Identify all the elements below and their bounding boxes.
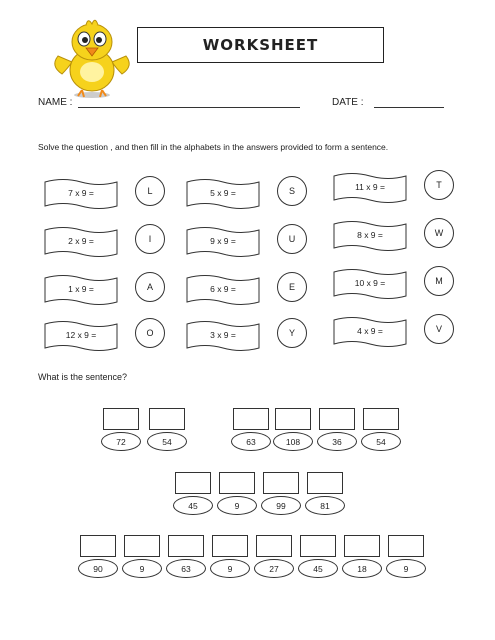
clue-question-text: 3 x 9 =	[210, 330, 236, 340]
answer-letter-box[interactable]	[103, 408, 139, 430]
answer-number: 9	[122, 559, 162, 578]
answer-letter-box[interactable]	[175, 472, 211, 494]
answer-number: 45	[173, 496, 213, 515]
clue-question-text: 12 x 9 =	[65, 330, 97, 340]
clue-question-text: 1 x 9 =	[68, 284, 94, 294]
answer-number: 108	[273, 432, 313, 451]
clue-question-text: 6 x 9 =	[210, 284, 236, 294]
worksheet-title: WORKSHEET	[137, 27, 384, 63]
clue-question-text: 8 x 9 =	[357, 230, 383, 240]
clue-question-text: 7 x 9 =	[68, 188, 94, 198]
answer-letter-box[interactable]	[319, 408, 355, 430]
clue-letter: E	[277, 272, 307, 302]
instructions: Solve the question , and then fill in the alphabets in the answers provided to form a sentence.	[38, 142, 389, 152]
answer-number: 9	[386, 559, 426, 578]
answer-letter-box[interactable]	[124, 535, 160, 557]
answer-number: 63	[231, 432, 271, 451]
clue-question-text: 9 x 9 =	[210, 236, 236, 246]
answer-letter-box[interactable]	[363, 408, 399, 430]
clue-letter: I	[135, 224, 165, 254]
clue-letter: T	[424, 170, 454, 200]
clue-question-text: 10 x 9 =	[354, 278, 386, 288]
answer-letter-box[interactable]	[256, 535, 292, 557]
clue-question-text: 2 x 9 =	[68, 236, 94, 246]
answer-number: 99	[261, 496, 301, 515]
answer-number: 63	[166, 559, 206, 578]
answer-number: 9	[217, 496, 257, 515]
clue-letter: L	[135, 176, 165, 206]
answer-letter-box[interactable]	[388, 535, 424, 557]
answer-number: 81	[305, 496, 345, 515]
answer-letter-box[interactable]	[168, 535, 204, 557]
clue-letter: O	[135, 318, 165, 348]
sentence-prompt: What is the sentence?	[38, 372, 128, 382]
answer-number: 54	[361, 432, 401, 451]
answer-number: 54	[147, 432, 187, 451]
clue-question-text: 4 x 9 =	[357, 326, 383, 336]
answer-letter-box[interactable]	[275, 408, 311, 430]
answer-number: 45	[298, 559, 338, 578]
answer-letter-box[interactable]	[212, 535, 248, 557]
answer-letter-box[interactable]	[233, 408, 269, 430]
clue-letter: V	[424, 314, 454, 344]
answer-number: 27	[254, 559, 294, 578]
date-label: DATE :	[332, 97, 364, 108]
clue-letter: S	[277, 176, 307, 206]
answer-number: 90	[78, 559, 118, 578]
clue-letter: M	[424, 266, 454, 296]
clue-letter: W	[424, 218, 454, 248]
answer-number: 18	[342, 559, 382, 578]
name-label: NAME :	[38, 97, 73, 108]
clue-letter: Y	[277, 318, 307, 348]
clue-question-text: 5 x 9 =	[210, 188, 236, 198]
answer-letter-box[interactable]	[149, 408, 185, 430]
answer-letter-box[interactable]	[80, 535, 116, 557]
answer-number: 9	[210, 559, 250, 578]
clue-letter: A	[135, 272, 165, 302]
answer-letter-box[interactable]	[263, 472, 299, 494]
answer-letter-box[interactable]	[344, 535, 380, 557]
answer-number: 72	[101, 432, 141, 451]
clue-question-text: 11 x 9 =	[355, 182, 385, 192]
answer-letter-box[interactable]	[219, 472, 255, 494]
clue-letter: U	[277, 224, 307, 254]
answer-letter-box[interactable]	[307, 472, 343, 494]
answer-number: 36	[317, 432, 357, 451]
answer-letter-box[interactable]	[300, 535, 336, 557]
